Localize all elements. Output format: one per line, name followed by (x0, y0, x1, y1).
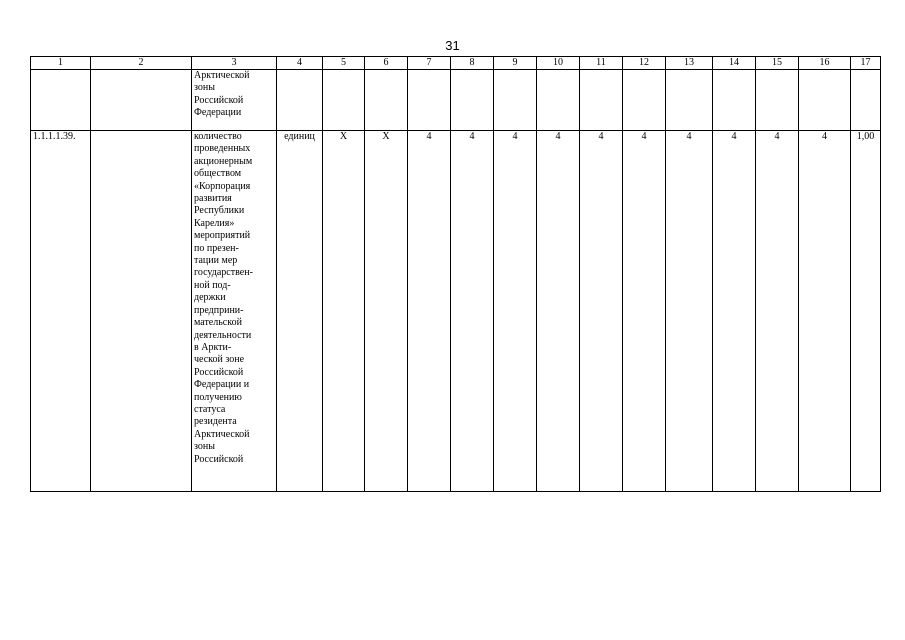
cell-col-10 (537, 70, 580, 131)
cell-col-5: Х (323, 131, 365, 492)
page-number: 31 (445, 38, 460, 53)
cell-col-12: 4 (623, 131, 666, 492)
table-row (31, 131, 881, 492)
table-row (31, 70, 881, 131)
cell-col-14: 4 (713, 131, 756, 492)
cell-col-13 (666, 70, 713, 131)
column-number: 5 (323, 57, 365, 70)
cell-code: 1.1.1.1.39. (31, 131, 91, 492)
column-number: 2 (91, 57, 192, 70)
column-number: 7 (408, 57, 451, 70)
column-number: 16 (799, 57, 851, 70)
cell-col-8 (451, 70, 494, 131)
cell-col-6: Х (365, 131, 408, 492)
cell-col-14 (713, 70, 756, 131)
cell-col-15: 4 (756, 131, 799, 492)
cell-col-6 (365, 70, 408, 131)
cell-col-11 (580, 70, 623, 131)
cell-col-5 (323, 70, 365, 131)
column-number: 4 (277, 57, 323, 70)
column-number: 11 (580, 57, 623, 70)
cell-unit (277, 70, 323, 131)
cell-unit: единиц (277, 131, 323, 492)
column-number: 8 (451, 57, 494, 70)
cell-col-2 (91, 70, 192, 131)
cell-col-12 (623, 70, 666, 131)
cell-col-17 (851, 70, 881, 131)
column-number: 14 (713, 57, 756, 70)
cell-col-16 (799, 70, 851, 131)
cell-code (31, 70, 91, 131)
column-number: 15 (756, 57, 799, 70)
cell-col-15 (756, 70, 799, 131)
column-number: 12 (623, 57, 666, 70)
indicators-table (30, 56, 881, 492)
column-number: 1 (31, 57, 91, 70)
cell-col-11: 4 (580, 131, 623, 492)
cell-col-9: 4 (494, 131, 537, 492)
column-number: 13 (666, 57, 713, 70)
cell-col-7 (408, 70, 451, 131)
column-number: 6 (365, 57, 408, 70)
cell-col-9 (494, 70, 537, 131)
cell-description: количество проведенных акционерным обществом «Корпорация развития Республики Карелия» мероприятий по презен- тации мер государствен- ной под- держки предприни- мательской деятельности в Аркти- ческой зоне Российской Федерации и получению статуса резидента Арктической зоны Российской (192, 131, 277, 492)
cell-col-7: 4 (408, 131, 451, 492)
cell-col-17: 1,00 (851, 131, 881, 492)
cell-col-2 (91, 131, 192, 492)
cell-col-13: 4 (666, 131, 713, 492)
cell-col-10: 4 (537, 131, 580, 492)
column-number: 3 (192, 57, 277, 70)
column-number: 17 (851, 57, 881, 70)
column-number-row (31, 57, 881, 70)
column-number: 10 (537, 57, 580, 70)
cell-description: Арктической зоны Российской Федерации (192, 70, 277, 131)
cell-col-8: 4 (451, 131, 494, 492)
cell-col-16: 4 (799, 131, 851, 492)
column-number: 9 (494, 57, 537, 70)
